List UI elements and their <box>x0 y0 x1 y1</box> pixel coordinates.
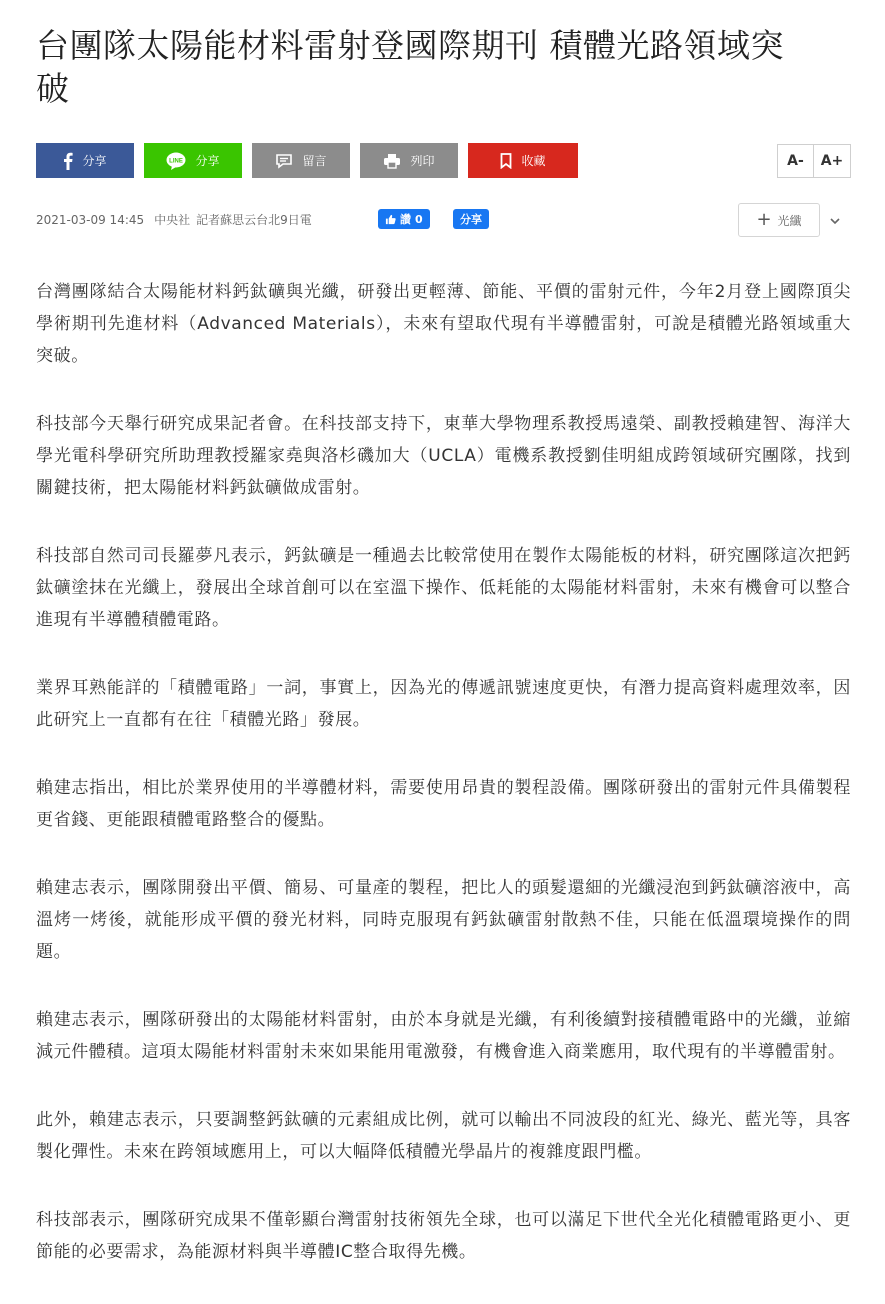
article-body <box>36 276 851 1304</box>
bookmark-button[interactable] <box>468 143 578 178</box>
chevron-down-icon[interactable] <box>827 213 843 229</box>
follow-topic-label: 光纖 <box>777 213 802 228</box>
byline: 記者蘇思云台北9日電 <box>196 213 312 227</box>
publish-date: 2021-03-09 14:45 <box>36 212 145 227</box>
facebook-share-small-button[interactable]: 分享 <box>453 209 489 229</box>
print-icon <box>383 153 401 169</box>
line-icon <box>166 152 186 170</box>
share-bar <box>36 143 588 178</box>
comment-label: 留言 <box>302 154 327 168</box>
article-paragraph: 台灣團隊結合太陽能材料鈣鈦礦與光纖，研發出更輕薄、節能、平價的雷射元件，今年2月登上國際頂尖學術期刊先進材料（Advanced Materials），未來有望取代現有半導體雷射，可說是積體光路領域重大突破。 <box>36 282 851 366</box>
article-paragraph: 科技部表示，團隊研究成果不僅彰顯台灣雷射技術領先全球，也可以滿足下世代全光化積體電路更小、更節能的必要需求，為能源材料與半導體IC整合取得先機。 <box>36 1210 851 1262</box>
font-size-controls <box>777 144 851 178</box>
bookmark-label: 收藏 <box>521 154 546 168</box>
article-paragraph: 科技部今天舉行研究成果記者會。在科技部支持下，東華大學物理系教授馬遠榮、副教授賴建智、海洋大學光電科學研究所助理教授羅家堯與洛杉磯加大（UCLA）電機系教授劉佳明組成跨領域研究團隊，找到關鍵技術，把太陽能材料鈣鈦礦做成雷射。 <box>36 414 851 498</box>
article-paragraph: 此外，賴建志表示，只要調整鈣鈦礦的元素組成比例，就可以輸出不同波段的紅光、綠光、藍光等，具客製化彈性。未來在跨領域應用上，可以大幅降低積體光學晶片的複雜度跟門檻。 <box>36 1110 851 1162</box>
plus-icon: + <box>756 209 772 230</box>
comment-button[interactable] <box>252 143 350 178</box>
font-increase-button[interactable]: A+ <box>814 144 851 178</box>
like-label: 讚 <box>400 213 411 226</box>
article-paragraph: 業界耳熟能詳的「積體電路」一詞，事實上，因為光的傳遞訊號速度更快，有潛力提高資料處理效率，因此研究上一直都有在往「積體光路」發展。 <box>36 678 851 730</box>
article-meta <box>36 211 312 228</box>
facebook-share-button[interactable] <box>36 143 134 178</box>
svg-text:LINE: LINE <box>169 158 184 164</box>
article-paragraph: 科技部自然司司長羅夢凡表示，鈣鈦礦是一種過去比較常使用在製作太陽能板的材料，研究團隊這次把鈣鈦礦塗抹在光纖上，發展出全球首創可以在室溫下操作、低耗能的太陽能材料雷射，未來有機會可以整合進現有半導體積體電路。 <box>36 546 851 630</box>
article-paragraph: 賴建志表示，團隊開發出平價、簡易、可量產的製程，把比人的頭髮還細的光纖浸泡到鈣鈦礦溶液中，高溫烤一烤後，就能形成平價的發光材料，同時克服現有鈣鈦礦雷射散熱不佳，只能在低溫環境操作的問題。 <box>36 878 851 962</box>
follow-topic-button[interactable] <box>738 203 820 237</box>
article-paragraph: 賴建志表示，團隊研發出的太陽能材料雷射，由於本身就是光纖，有利後續對接積體電路中的光纖，並縮減元件體積。這項太陽能材料雷射未來如果能用電激發，有機會進入商業應用，取代現有的半導體雷射。 <box>36 1010 851 1062</box>
print-button[interactable] <box>360 143 458 178</box>
thumbs-up-icon <box>385 214 396 225</box>
article-title: 台團隊太陽能材料雷射登國際期刊 積體光路領域突破 <box>36 26 784 108</box>
line-share-label: 分享 <box>195 154 220 168</box>
facebook-share-label: 分享 <box>82 154 107 168</box>
facebook-like-button[interactable] <box>378 209 430 229</box>
like-count: 0 <box>415 212 423 226</box>
bookmark-icon <box>500 153 512 169</box>
line-share-button[interactable] <box>144 143 242 178</box>
comment-icon <box>275 153 293 169</box>
news-source: 中央社 <box>154 213 191 227</box>
facebook-icon <box>63 152 73 170</box>
font-decrease-button[interactable]: A- <box>777 144 814 178</box>
print-label: 列印 <box>410 154 435 168</box>
article-paragraph: 賴建志指出，相比於業界使用的半導體材料，需要使用昂貴的製程設備。團隊研發出的雷射元件具備製程更省錢、更能跟積體電路整合的優點。 <box>36 778 851 830</box>
